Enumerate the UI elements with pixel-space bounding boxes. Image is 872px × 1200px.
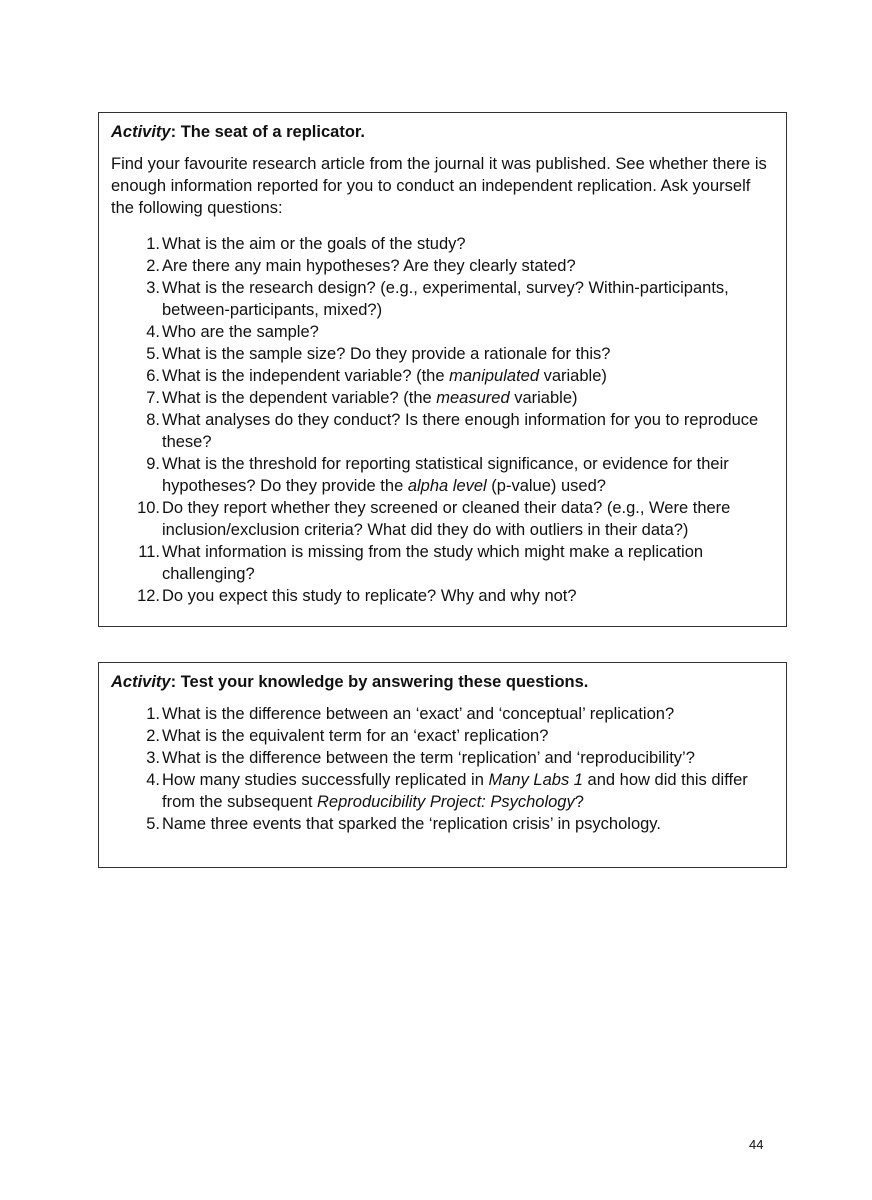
question-text (162, 725, 774, 747)
question-text-segment: variable) (539, 367, 607, 385)
question-text (162, 769, 774, 813)
page-number: 44 (749, 1137, 764, 1152)
question-number: 8. (146, 411, 160, 429)
question-number: 3. (146, 279, 160, 297)
question-item (111, 409, 774, 453)
question-text-segment: Name three events that sparked the ‘replication crisis’ in psychology. (162, 815, 661, 833)
question-number: 4. (146, 323, 160, 341)
question-item (111, 585, 774, 607)
question-text-segment: What is the difference between an ‘exact’ and ‘conceptual’ replication? (162, 705, 675, 723)
question-text (162, 497, 774, 541)
question-number: 3. (146, 749, 160, 767)
question-text-segment: What is the threshold for reporting statistical significance, or evidence for their hypotheses? Do they provide the (162, 455, 729, 495)
question-text (162, 541, 774, 585)
question-list (111, 703, 774, 835)
question-item (111, 321, 774, 343)
question-number: 7. (146, 389, 160, 407)
question-text-segment: What information is missing from the study which might make a replication challenging? (162, 543, 704, 583)
question-text-segment: (p-value) used? (486, 477, 606, 495)
activity-box-knowledge (98, 662, 787, 868)
question-text (162, 585, 774, 607)
question-text (162, 409, 774, 453)
question-text-segment: Do they report whether they screened or cleaned their data? (e.g., Were there inclusion/exclusion criteria? What did they do with outliers in their data?) (162, 499, 731, 539)
question-number: 6. (146, 367, 160, 385)
question-text-segment: What is the sample size? Do they provide a rationale for this? (162, 345, 611, 363)
question-text-segment: What is the aim or the goals of the study? (162, 235, 466, 253)
question-text (162, 343, 774, 365)
activity-intro: Find your favourite research article from the journal it was published. See whether there is enough information reported for you to conduct an independent replication. Ask yourself the following questions: (111, 155, 767, 217)
question-number: 1. (146, 235, 160, 253)
question-text-segment: How many studies successfully replicated in (162, 771, 489, 789)
question-number: 4. (146, 771, 160, 789)
question-text (162, 365, 774, 387)
question-number: 12. (137, 587, 160, 605)
question-text-segment: What is the dependent variable? (the (162, 389, 437, 407)
question-item (111, 813, 774, 835)
question-text-segment: What is the difference between the term ‘replication’ and ‘reproducibility’? (162, 749, 695, 767)
question-number: 5. (146, 345, 160, 363)
activity-title: Activity: Test your knowledge by answering these questions. (111, 673, 589, 691)
question-item (111, 365, 774, 387)
question-item (111, 453, 774, 497)
question-item (111, 703, 774, 725)
question-text-segment: What is the research design? (e.g., experimental, survey? Within-participants, between-participants, mixed?) (162, 279, 729, 319)
question-number: 9. (146, 455, 160, 473)
question-number: 5. (146, 815, 160, 833)
question-text-segment: ? (574, 793, 584, 811)
question-number: 1. (146, 705, 160, 723)
question-number: 2. (146, 257, 160, 275)
question-item (111, 541, 774, 585)
question-text-segment: What analyses do they conduct? Is there enough information for you to reproduce these? (162, 411, 759, 451)
question-text-segment: and how did this differ from the subsequent (162, 771, 748, 811)
question-item (111, 277, 774, 321)
question-text-segment: Who are the sample? (162, 323, 319, 341)
question-text-emphasis: alpha level (407, 477, 487, 495)
question-text (162, 321, 774, 343)
question-text (162, 747, 774, 769)
question-item (111, 497, 774, 541)
question-item (111, 343, 774, 365)
question-item (111, 255, 774, 277)
question-item (111, 233, 774, 255)
activity-title: Activity: The seat of a replicator. (111, 123, 365, 141)
question-text (162, 255, 774, 277)
question-text-emphasis: manipulated (449, 367, 540, 385)
question-item (111, 387, 774, 409)
question-number: 10. (137, 499, 160, 517)
question-item (111, 747, 774, 769)
question-item (111, 769, 774, 813)
question-text (162, 233, 774, 255)
question-number: 11. (138, 543, 160, 561)
question-text-emphasis: measured (436, 389, 510, 407)
question-text (162, 387, 774, 409)
question-text-segment: What is the equivalent term for an ‘exact’ replication? (162, 727, 549, 745)
question-text-segment: Do you expect this study to replicate? Why and why not? (162, 587, 577, 605)
activity-box-replicator (98, 112, 787, 627)
question-list (111, 233, 774, 607)
question-text (162, 813, 774, 835)
question-text (162, 453, 774, 497)
question-text-segment: variable) (509, 389, 578, 407)
question-text (162, 277, 774, 321)
question-text-segment: What is the independent variable? (the (162, 367, 450, 385)
question-text-emphasis: Many Labs 1 (488, 771, 583, 789)
question-number: 2. (146, 727, 160, 745)
question-item (111, 725, 774, 747)
question-text-segment: Are there any main hypotheses? Are they clearly stated? (162, 257, 576, 275)
question-text-emphasis: Reproducibility Project: Psychology (317, 793, 575, 811)
question-text (162, 703, 774, 725)
